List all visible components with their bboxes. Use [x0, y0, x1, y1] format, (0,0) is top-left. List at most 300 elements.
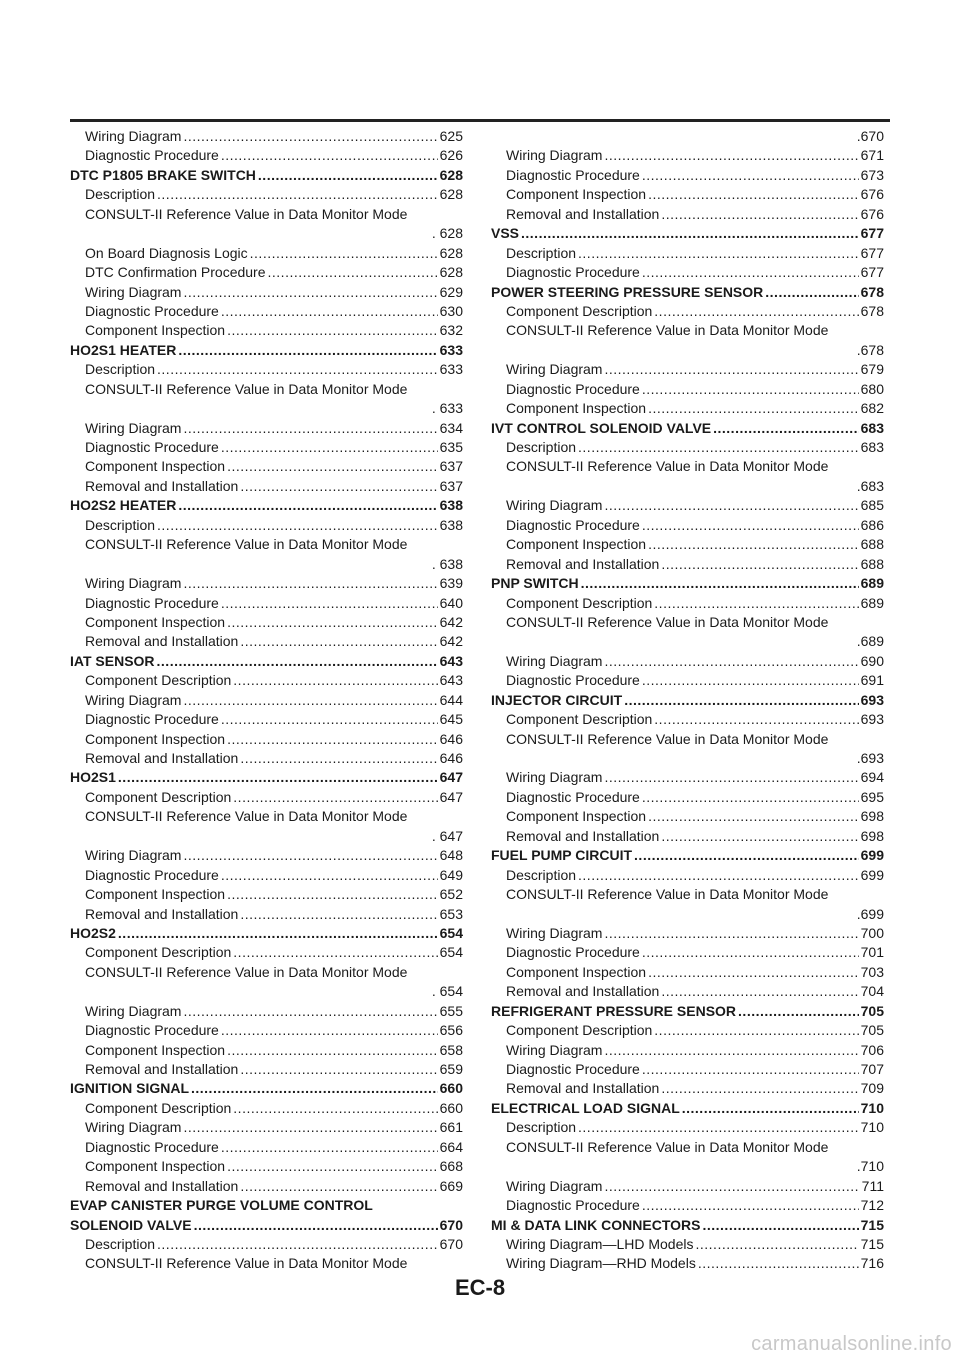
toc-section-entry[interactable] [70, 341, 463, 360]
toc-entry[interactable] [491, 535, 884, 554]
toc-entry-title: Diagnostic Procedure [506, 380, 640, 397]
toc-entry[interactable] [70, 749, 463, 768]
toc-entry[interactable] [491, 943, 884, 962]
toc-entry-title: Component Inspection [506, 186, 647, 203]
toc-entry[interactable] [491, 710, 884, 729]
toc-section-entry[interactable] [70, 652, 463, 671]
toc-section-entry[interactable] [70, 496, 463, 515]
toc-entry[interactable] [491, 1196, 884, 1215]
toc-entry[interactable] [70, 1099, 463, 1118]
toc-page-number: 707 [860, 1061, 884, 1077]
toc-entry-title: Diagnostic Procedure [85, 439, 219, 455]
toc-entry-title: Wiring Diagram [506, 147, 603, 164]
toc-section-entry[interactable] [491, 1002, 884, 1021]
toc-entry-title: Wiring Diagram [506, 769, 603, 786]
dot-leader [696, 1235, 859, 1254]
toc-entry[interactable] [491, 652, 884, 671]
dot-leader [654, 594, 858, 613]
dot-leader [221, 866, 438, 885]
toc-entry-title: Diagnostic Procedure [506, 516, 640, 533]
toc-page-continuation: . 628 [431, 225, 463, 242]
toc-entry-title-wrapped [70, 963, 463, 982]
toc-entry[interactable] [491, 555, 884, 574]
toc-page-number: 632 [439, 322, 463, 339]
toc-entry-title: REFRIGERANT PRESSURE SENSOR [491, 1002, 737, 1019]
toc-entry-title: Removal and Installation [85, 750, 239, 766]
dot-leader [642, 263, 859, 282]
dot-leader [227, 613, 438, 632]
toc-entry-title: HO2S2 HEATER [70, 497, 177, 514]
toc-entry-title: Diagnostic Procedure [506, 166, 640, 183]
toc-section-entry[interactable] [491, 419, 884, 438]
dot-leader [604, 146, 858, 165]
toc-entry[interactable] [491, 263, 884, 282]
toc-entry-title: Wiring Diagram [85, 1119, 182, 1136]
toc-entry[interactable] [70, 613, 463, 632]
toc-entry[interactable] [70, 263, 463, 282]
toc-entry[interactable] [491, 146, 884, 165]
toc-entry-title-wrapped [70, 205, 463, 224]
toc-entry[interactable] [491, 1254, 884, 1273]
toc-entry[interactable] [491, 380, 884, 399]
toc-section-entry[interactable] [491, 691, 884, 710]
toc-page-number: 654 [439, 944, 463, 961]
toc-entry[interactable] [491, 185, 884, 204]
toc-column-right [491, 127, 884, 1274]
toc-entry[interactable] [491, 1079, 884, 1098]
toc-entry-title: CONSULT-II Reference Value in Data Monitor Mode [85, 1255, 408, 1272]
dot-leader [654, 302, 858, 321]
dot-leader [183, 846, 437, 865]
toc-entry-title: Diagnostic Procedure [85, 711, 219, 728]
toc-entry[interactable] [491, 360, 884, 379]
toc-entry-title: Component Inspection [85, 730, 226, 747]
toc-entry[interactable] [70, 1235, 463, 1254]
dot-leader [268, 263, 438, 282]
toc-entry-title: On Board Diagnosis Logic [85, 244, 248, 261]
dot-leader [648, 535, 859, 554]
toc-page-number: 671 [860, 147, 884, 164]
dot-leader [227, 730, 438, 749]
dot-leader [183, 127, 437, 146]
toc-page-number: 661 [439, 1119, 463, 1136]
toc-entry-title: Removal and Installation [85, 1061, 239, 1077]
toc-entry[interactable] [70, 632, 463, 651]
dot-leader [604, 924, 858, 943]
toc-entry-title: Diagnostic Procedure [85, 1138, 219, 1155]
toc-entry[interactable] [491, 1041, 884, 1060]
toc-entry-title: Component Inspection [85, 458, 226, 475]
toc-page-number: 625 [439, 128, 463, 144]
dot-leader [738, 1002, 859, 1021]
toc-entry-title: MI & DATA LINK CONNECTORS [491, 1216, 701, 1233]
toc-entry-title: Wiring Diagram [506, 924, 603, 941]
dot-leader [178, 341, 437, 360]
toc-entry[interactable] [491, 399, 884, 418]
toc-entry-title: Component Inspection [506, 808, 647, 825]
toc-entry-title: HO2S2 [70, 924, 116, 941]
dot-leader [578, 244, 859, 263]
toc-entry[interactable] [491, 244, 884, 263]
toc-entry[interactable] [70, 710, 463, 729]
toc-page-number: 691 [860, 672, 884, 689]
toc-entry-title-wrapped [70, 807, 463, 826]
toc-entry-title: Description [506, 1119, 577, 1136]
toc-page-continuation: .699 [856, 905, 884, 922]
toc-entry-title: Removal and Installation [85, 1177, 239, 1194]
toc-entry-title: Removal and Installation [506, 983, 660, 1000]
dot-leader [578, 866, 859, 885]
dot-leader [642, 166, 859, 185]
toc-entry-title: Description [85, 361, 156, 378]
toc-page-number: 664 [439, 1138, 463, 1155]
toc-entry[interactable] [70, 671, 463, 690]
toc-page-number: 652 [439, 886, 463, 903]
toc-page-number: 705 [860, 1002, 884, 1019]
dot-leader [183, 419, 437, 438]
dot-leader [221, 438, 438, 457]
toc-page-number: 628 [439, 244, 463, 261]
toc-page-number: 660 [439, 1080, 463, 1097]
toc-entry-title: Wiring Diagram—RHD Models [506, 1255, 696, 1272]
toc-entry-title-wrapped [491, 885, 884, 904]
toc-entry[interactable] [491, 866, 884, 885]
toc-entry-title: Removal and Installation [85, 477, 239, 494]
toc-section-entry[interactable] [70, 768, 463, 787]
toc-entry[interactable] [70, 1002, 463, 1021]
toc-entry[interactable] [491, 827, 884, 846]
dot-leader [648, 185, 859, 204]
toc-entry-title-wrapped [70, 535, 463, 554]
toc-entry[interactable] [491, 807, 884, 826]
toc-entry-title: Removal and Installation [506, 1080, 660, 1097]
toc-entry[interactable] [491, 166, 884, 185]
toc-page-number: 638 [439, 516, 463, 533]
toc-entry[interactable] [491, 963, 884, 982]
dot-leader [642, 943, 859, 962]
toc-entry[interactable] [70, 885, 463, 904]
toc-page-number: 693 [860, 711, 884, 728]
toc-entry-title: Component Description [506, 711, 653, 728]
toc-entry-title-wrapped [70, 1254, 463, 1273]
dot-leader [661, 827, 858, 846]
dot-leader [642, 516, 859, 535]
dot-leader [661, 205, 858, 224]
toc-page-number: 686 [860, 516, 884, 533]
toc-page-number: 709 [860, 1080, 884, 1097]
toc-entry-title: Diagnostic Procedure [506, 264, 640, 281]
toc-entry-title: Component Description [85, 672, 232, 689]
toc-entry-title: Wiring Diagram [85, 691, 182, 708]
toc-page-number: 638 [439, 497, 463, 514]
toc-entry[interactable] [70, 788, 463, 807]
toc-page-number: 676 [860, 186, 884, 203]
toc-entry[interactable] [70, 438, 463, 457]
toc-entry[interactable] [70, 244, 463, 263]
toc-page-number: 677 [860, 244, 884, 261]
toc-section-entry[interactable] [491, 846, 884, 865]
toc-page-number: 642 [439, 613, 463, 630]
toc-entry-title: Diagnostic Procedure [506, 1061, 640, 1077]
dot-leader [604, 360, 858, 379]
watermark: carmanualsonline.info [751, 1333, 952, 1355]
toc-entry[interactable] [70, 1138, 463, 1157]
toc-entry-title: Diagnostic Procedure [85, 302, 219, 319]
dot-leader [233, 1099, 437, 1118]
toc-entry[interactable] [491, 516, 884, 535]
toc-entry[interactable] [70, 866, 463, 885]
toc-entry-title: Removal and Installation [506, 827, 660, 844]
toc-page-number: 653 [439, 905, 463, 922]
dot-leader [642, 788, 859, 807]
toc-entry-title: Diagnostic Procedure [85, 147, 219, 164]
toc-entry[interactable] [491, 788, 884, 807]
dot-leader [654, 710, 858, 729]
toc-entry-title: PNP SWITCH [491, 575, 579, 592]
toc-entry[interactable] [70, 477, 463, 496]
toc-page-number: 689 [860, 594, 884, 611]
dot-leader [240, 1060, 437, 1079]
dot-leader [648, 963, 859, 982]
toc-page-number: 676 [860, 205, 884, 222]
top-rule [70, 119, 890, 122]
toc-entry[interactable] [70, 146, 463, 165]
toc-page-number: 710 [860, 1099, 884, 1116]
toc-page-continuation: .693 [856, 750, 884, 766]
toc-page-number: 630 [439, 302, 463, 319]
toc-section-entry[interactable] [491, 1099, 884, 1118]
toc-entry[interactable] [70, 1177, 463, 1196]
toc-entry-title: CONSULT-II Reference Value in Data Monitor Mode [506, 458, 829, 475]
toc-entry-title: Component Inspection [506, 400, 647, 417]
dot-leader [642, 1060, 859, 1079]
toc-page-number: 643 [439, 672, 463, 689]
toc-page-number: 694 [860, 769, 884, 786]
toc-entry[interactable] [70, 730, 463, 749]
toc-page-number: 688 [860, 555, 884, 572]
toc-entry-title: Wiring Diagram [85, 419, 182, 436]
dot-leader [642, 671, 859, 690]
toc-entry-title: Removal and Installation [506, 205, 660, 222]
toc-entry[interactable] [491, 1021, 884, 1040]
toc-entry-title: CONSULT-II Reference Value in Data Monitor Mode [506, 322, 829, 339]
dot-leader [624, 691, 858, 710]
toc-entry[interactable] [70, 905, 463, 924]
dot-leader [157, 652, 438, 671]
toc-page-number: 688 [860, 536, 884, 553]
dot-leader [765, 283, 858, 302]
toc-entry[interactable] [491, 496, 884, 515]
toc-entry-title: Component Description [506, 1022, 653, 1039]
toc-page-number: 655 [439, 1002, 463, 1019]
toc-column-left [70, 127, 463, 1274]
toc-entry-title: Removal and Installation [85, 633, 239, 650]
dot-leader [221, 594, 438, 613]
toc-page-number: 628 [439, 166, 463, 183]
toc-section-entry[interactable] [491, 574, 884, 593]
toc-entry[interactable] [70, 1060, 463, 1079]
toc-entry[interactable] [491, 768, 884, 787]
dot-leader [221, 1021, 438, 1040]
toc-entry[interactable] [70, 127, 463, 146]
toc-page-number: 635 [439, 439, 463, 455]
dot-leader [240, 1177, 437, 1196]
dot-leader [221, 710, 438, 729]
dot-leader [258, 166, 438, 185]
toc-entry-title: Component Inspection [85, 886, 226, 903]
page-number: EC-8 [454, 1275, 506, 1300]
toc-entry-title: Component Inspection [506, 536, 647, 553]
dot-leader [191, 1079, 438, 1098]
toc-page-number: 677 [860, 225, 884, 242]
toc-page-number: 628 [439, 186, 463, 203]
toc-entry[interactable] [70, 1041, 463, 1060]
toc-page-number: 629 [439, 283, 463, 300]
toc-entry-title: Wiring Diagram—LHD Models [506, 1235, 694, 1252]
toc-page-number: 704 [860, 983, 884, 1000]
toc-entry-title: CONSULT-II Reference Value in Data Monitor Mode [506, 886, 829, 903]
toc-entry-title: POWER STEERING PRESSURE SENSOR [491, 283, 764, 300]
toc-entry-title: Removal and Installation [506, 555, 660, 572]
dot-leader [221, 1138, 438, 1157]
toc-entry[interactable] [70, 516, 463, 535]
toc-entry[interactable] [491, 924, 884, 943]
toc-page-number: 711 [861, 1177, 884, 1194]
toc-entry-title: HO2S1 HEATER [70, 341, 177, 358]
dot-leader [183, 1118, 437, 1137]
dot-leader [578, 438, 859, 457]
toc-entry-title: Component Inspection [506, 963, 647, 980]
toc-entry-title: Diagnostic Procedure [506, 788, 640, 805]
toc-page-number: 626 [439, 147, 463, 164]
toc-entry-title-wrapped [491, 730, 884, 749]
toc-section-title-wrapped [70, 1196, 463, 1215]
toc-entry[interactable] [491, 982, 884, 1001]
toc-entry[interactable] [70, 185, 463, 204]
toc-entry-title: Diagnostic Procedure [506, 944, 640, 961]
toc-page-number: 703 [860, 963, 884, 980]
toc-section-entry[interactable] [491, 283, 884, 302]
toc-entry[interactable] [491, 1235, 884, 1254]
dot-leader [698, 1254, 859, 1273]
toc-page-continuation: . 638 [431, 555, 463, 572]
toc-entry[interactable] [70, 360, 463, 379]
dot-leader [661, 555, 858, 574]
toc-entry[interactable] [70, 1118, 463, 1137]
toc-page-number: 642 [439, 633, 463, 650]
toc-entry-title-wrapped [70, 380, 463, 399]
toc-entry[interactable] [70, 846, 463, 865]
toc-entry[interactable] [491, 594, 884, 613]
toc-page-number: 699 [860, 866, 884, 883]
toc-page-continuation: . 654 [431, 983, 463, 1000]
toc-page-number: 647 [439, 769, 463, 786]
toc-page-number: 659 [439, 1061, 463, 1077]
toc-page-number: 683 [860, 439, 884, 455]
toc-section-entry[interactable] [70, 1216, 463, 1235]
toc-entry[interactable] [491, 302, 884, 321]
toc-section-entry[interactable] [491, 1216, 884, 1235]
toc-entry[interactable] [491, 205, 884, 224]
dot-leader [240, 905, 437, 924]
dot-leader [227, 885, 438, 904]
toc-page-number: 673 [860, 166, 884, 183]
toc-page-continuation: .678 [856, 341, 884, 358]
toc-entry-title: CONSULT-II Reference Value in Data Monitor Mode [506, 613, 829, 630]
dot-leader [227, 321, 438, 340]
toc-page-number: 639 [439, 575, 463, 592]
toc-entry-title: Diagnostic Procedure [506, 1197, 640, 1214]
toc-page-number: 701 [860, 944, 884, 961]
toc-entry-title: SOLENOID VALVE [70, 1216, 192, 1233]
toc-section-entry[interactable] [491, 224, 884, 243]
toc-page-number: 705 [860, 1022, 884, 1039]
toc-entry-title: Wiring Diagram [506, 361, 603, 378]
toc-entry-title: Component Inspection [85, 1041, 226, 1058]
toc-entry-title: DTC Confirmation Procedure [85, 264, 266, 281]
toc-entry[interactable] [491, 438, 884, 457]
dot-leader [233, 943, 437, 962]
toc-page-number: 633 [439, 341, 463, 358]
toc-entry-title: Description [85, 516, 156, 533]
toc-page-number: 712 [860, 1197, 884, 1214]
dot-leader [157, 1235, 438, 1254]
toc-entry[interactable] [491, 1060, 884, 1079]
toc-entry-title: Component Inspection [85, 1158, 226, 1175]
toc-entry-title: Component Inspection [85, 322, 226, 339]
toc-entry[interactable] [70, 691, 463, 710]
dot-leader [642, 1196, 859, 1215]
toc-page-number: 660 [439, 1099, 463, 1116]
toc-entry[interactable] [70, 283, 463, 302]
toc-section-entry[interactable] [70, 166, 463, 185]
toc-section-entry[interactable] [70, 1079, 463, 1098]
toc-page-continuation: . 633 [431, 400, 463, 417]
toc-page-number: 648 [439, 847, 463, 864]
toc-entry-title: FUEL PUMP CIRCUIT [491, 847, 633, 864]
toc-entry-title: IVT CONTROL SOLENOID VALVE [491, 419, 712, 436]
toc-entry-title: DTC P1805 BRAKE SWITCH [70, 166, 256, 183]
toc-section-entry[interactable] [70, 924, 463, 943]
toc-page-number: 669 [439, 1177, 463, 1194]
dot-leader [604, 1041, 858, 1060]
toc-entry-title: Diagnostic Procedure [85, 594, 219, 611]
toc-entry[interactable] [491, 1177, 884, 1196]
toc-entry[interactable] [70, 419, 463, 438]
toc-entry[interactable] [491, 671, 884, 690]
toc-entry[interactable] [70, 574, 463, 593]
toc-entry-title: Component Description [506, 302, 653, 319]
toc-entry[interactable] [491, 1118, 884, 1137]
toc-entry[interactable] [70, 943, 463, 962]
toc-entry-title: Description [506, 866, 577, 883]
toc-entry-title: Component Description [85, 788, 232, 805]
toc-entry-title: Wiring Diagram [506, 1177, 603, 1194]
toc-entry[interactable] [70, 457, 463, 476]
dot-leader [654, 1021, 858, 1040]
toc-entry[interactable] [70, 321, 463, 340]
dot-leader [634, 846, 859, 865]
dot-leader [194, 1216, 438, 1235]
toc-entry[interactable] [70, 594, 463, 613]
dot-leader [648, 399, 859, 418]
toc-entry[interactable] [70, 1021, 463, 1040]
dot-leader [221, 302, 438, 321]
toc-entry[interactable] [70, 1157, 463, 1176]
dot-leader [713, 419, 859, 438]
toc-entry-title: Description [506, 244, 577, 261]
toc-entry[interactable] [70, 302, 463, 321]
